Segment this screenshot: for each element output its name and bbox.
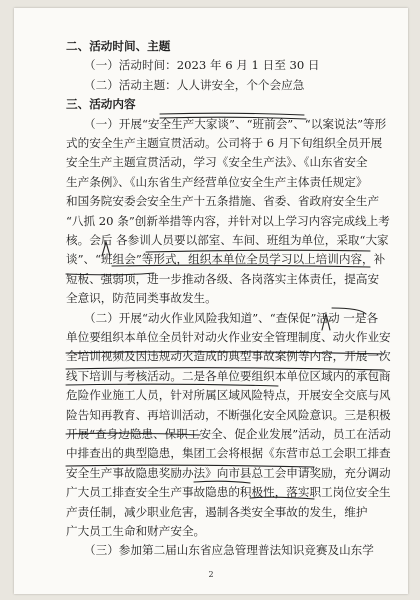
- doc-line-13: 短板、强弱项，进一步推动各级、各岗落实主体责任，提高安: [66, 271, 380, 286]
- page-number: 2: [208, 570, 214, 579]
- doc-line-18: 线下培训与考核活动。二是各单位要组织本单位区域内的承包商: [66, 368, 391, 383]
- doc-line-5: （一）开展“安全生产大家谈”、“班前会”、“以案说法”等形: [84, 116, 387, 131]
- doc-line-8: 生产条例》、《山东省生产经营单位安全生产主体责任规定》: [66, 174, 368, 189]
- doc-line-3: （二）活动主题：人人讲安全，个个会应急: [84, 77, 305, 92]
- doc-line-2: （一）活动时间：2023 年 6 月 1 日至 30 日: [84, 58, 320, 73]
- doc-line-14: 全意识，防范同类事故发生。: [66, 291, 217, 306]
- doc-line-25: 产责任制，减少职业危害，遏制各类安全事故的发生，维护: [66, 504, 368, 519]
- doc-line-11: 核。会后 各参训人员要以部室、车间、班组为单位，采取“大家: [66, 233, 389, 247]
- doc-line-12: 谈”、“班组会”等形式，组织本单位全员学习以上培训内容，补: [66, 252, 386, 267]
- doc-line-9: 和国务院安委会安全生产十五条措施、省委、省政府安全生产: [66, 194, 380, 209]
- doc-line-10: “八抓 20 条”创新举措等内容，并针对以上学习内容完成线上考: [66, 213, 390, 228]
- doc-line-1: 二、活动时间、主题: [66, 39, 171, 53]
- doc-line-26: 广大员工生命和财产安全。: [66, 524, 206, 538]
- doc-line-7: 安全生产主题宣贯活动，学习《安全生产法》、《山东省安全: [66, 155, 368, 170]
- doc-line-23: 安全生产事故隐患奖励办法》向市县总工会申请奖励，充分调动: [66, 465, 391, 480]
- doc-line-6: 式的安全生产主题宣贯活动。公司将于 6 月下旬组织全员开展: [66, 136, 383, 150]
- doc-line-17: 全培训视频及因违规动火造成的典型事故案例等内容，开展一次: [66, 349, 391, 364]
- doc-line-22: 中排查出的典型隐患，集团工会将根据《东营市总工会职工排查: [66, 446, 391, 461]
- document-page: [14, 8, 408, 594]
- doc-line-4: 三、活动内容: [66, 97, 136, 112]
- doc-line-27: （三）参加第二届山东省应急管理普法知识竞赛及山东学: [84, 543, 374, 558]
- doc-line-15: （二）开展“动火作业风险我知道”、“查保促”活动 一是各: [84, 310, 379, 325]
- doc-line-19: 危险作业施工人员，针对所属区域风险特点，开展安全交底与风: [66, 388, 391, 403]
- doc-line-16: 单位要组织本单位全员针对动火作业安全管理制度、动火作业安: [66, 330, 391, 344]
- doc-line-21: 开展“查身边隐患、保职工安全、促企业发展”活动，员工在活动: [66, 427, 391, 441]
- doc-line-20: 险告知再教育、再培训活动，不断强化安全风险意识。三是积极: [66, 407, 391, 422]
- doc-line-24: 广大员工排查安全生产事故隐患的积极性，落实职工岗位安全生: [66, 485, 391, 500]
